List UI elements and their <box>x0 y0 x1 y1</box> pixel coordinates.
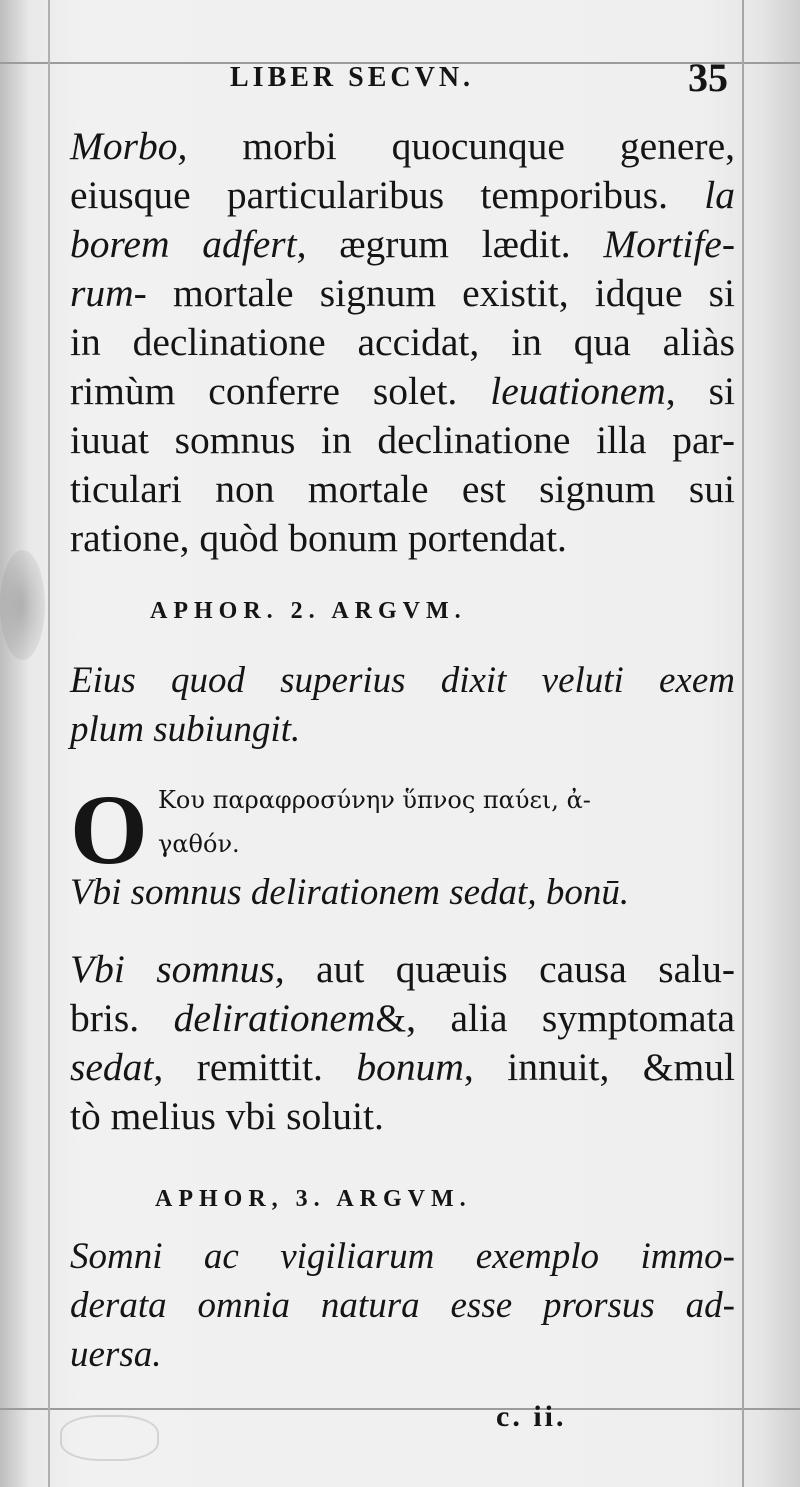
text-line: ticulari non mortale est signum sui <box>70 467 735 511</box>
text-line: Somni ac vigiliarum exemplo immo- <box>70 1236 735 1277</box>
text-line: Morbo, morbi quocunque genere, <box>70 124 735 168</box>
commentary-paragraph-1 <box>70 122 735 563</box>
aphorism-2-heading: APHOR. 2. ARGVM. <box>150 598 467 624</box>
library-stamp <box>60 1415 159 1461</box>
latin-translation <box>70 868 735 917</box>
text-line: bris. delirationem&, alia symptomata <box>70 996 735 1040</box>
text-line: Vbi somnus delirationem sedat, bonū. <box>70 872 630 913</box>
text-line: tò melius vbi soluit. <box>70 1094 384 1138</box>
left-rule <box>48 0 50 1487</box>
argument-3 <box>70 1232 735 1379</box>
text-line: derata omnia natura esse prorsus ad- <box>70 1285 735 1326</box>
right-rule <box>742 0 744 1487</box>
text-line: Vbi somnus, aut quæuis causa salu- <box>70 947 735 991</box>
text-line: ratione, quòd bonum portendat. <box>70 516 567 560</box>
bottom-rule <box>0 1408 800 1410</box>
text-line: rimùm conferre solet. leuationem, si <box>70 369 735 413</box>
text-line: borem adfert, ægrum lædit. Mortife- <box>70 222 735 266</box>
text-line: eiusque particularibus temporibus. la <box>70 173 735 217</box>
commentary-paragraph-2 <box>70 945 735 1141</box>
text-line: sedat, remittit. bonum, innuit, &mul <box>70 1045 735 1089</box>
ink-blot <box>0 550 45 660</box>
running-head: LIBER SECVN. <box>230 62 475 93</box>
greek-text-line-2: γαθόν. <box>158 830 240 858</box>
text-line: plum subiungit. <box>70 709 301 750</box>
aphorism-3-heading: APHOR, 3. ARGVM. <box>155 1186 472 1212</box>
text-line: Eius quod superius dixit veluti exem <box>70 660 735 701</box>
text-line: iuuat somnus in declinatione illa par- <box>70 418 735 462</box>
text-line: uersa. <box>70 1334 162 1375</box>
page-number: 35 <box>688 55 728 100</box>
catchword: c. ii. <box>496 1400 567 1433</box>
greek-text-line-1: Κου παραφροσύνην ὕπνος παύει, ἀ- <box>158 786 591 814</box>
text-line: in declinatione accidat, in qua aliàs <box>70 320 735 364</box>
drop-cap: O <box>70 774 148 885</box>
text-line: rum- mortale signum existit, idque si <box>70 271 735 315</box>
argument-2 <box>70 656 735 754</box>
